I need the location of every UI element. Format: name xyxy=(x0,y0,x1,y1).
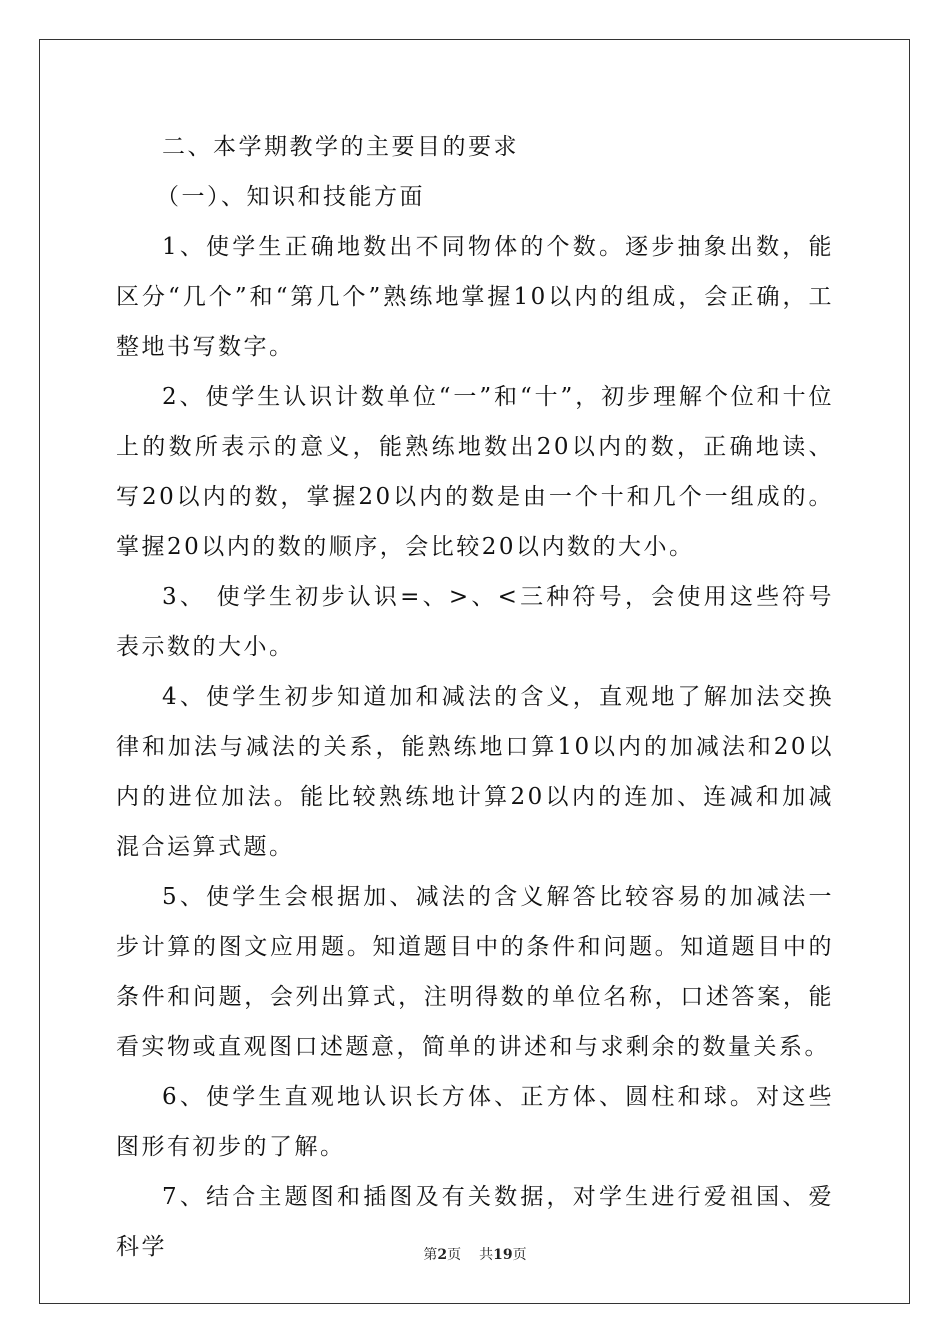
total-prefix: 共 xyxy=(479,1247,494,1263)
paragraph-6: 6、使学生直观地认识长方体、正方体、圆柱和球。对这些图形有初步的了解。 xyxy=(116,1084,834,1160)
paragraph-4: 4、使学生初步知道加和减法的含义，直观地了解加法交换律和加法与减法的关系，能熟练地口算10以内的加减法和20以内的进位加法。能比较熟练地计算20以内的连加、连减和加减混合运算式题。 xyxy=(116,684,834,860)
paragraph-2: 2、使学生认识计数单位“一”和“十”，初步理解个位和十位上的数所表示的意义，能熟练地数出20以内的数，正确地读、写20以内的数，掌握20以内的数是由一个十和几个一组成的。掌握20以内的数的顺序，会比较20以内数的大小。 xyxy=(116,384,834,560)
page-number: 2 xyxy=(437,1247,448,1263)
subsection-heading: （一）、知识和技能方面 xyxy=(156,184,425,210)
total-pages: 19 xyxy=(493,1247,513,1263)
document-body xyxy=(116,122,834,1272)
paragraph-7: 7、结合主题图和插图及有关数据，对学生进行爱祖国、爱科学 xyxy=(116,1184,834,1260)
page-suffix: 页 xyxy=(447,1247,462,1263)
total-suffix: 页 xyxy=(512,1247,527,1263)
page-prefix: 第 xyxy=(423,1247,438,1263)
paragraph-1: 1、使学生正确地数出不同物体的个数。逐步抽象出数，能区分“几个”和“第几个”熟练地掌握10以内的组成，会正确，工整地书写数字。 xyxy=(116,234,834,360)
paragraph-5: 5、使学生会根据加、减法的含义解答比较容易的加减法一步计算的图文应用题。知道题目中的条件和问题。知道题目中的条件和问题，会列出算式，注明得数的单位名称，口述答案，能看实物或直观图口述题意，简单的讲述和与求剩余的数量关系。 xyxy=(116,884,834,1060)
page-footer xyxy=(0,1244,950,1264)
section-heading: 二、本学期教学的主要目的要求 xyxy=(162,134,519,160)
paragraph-3: 3、 使学生初步认识=、>、<三种符号，会使用这些符号表示数的大小。 xyxy=(116,584,834,660)
